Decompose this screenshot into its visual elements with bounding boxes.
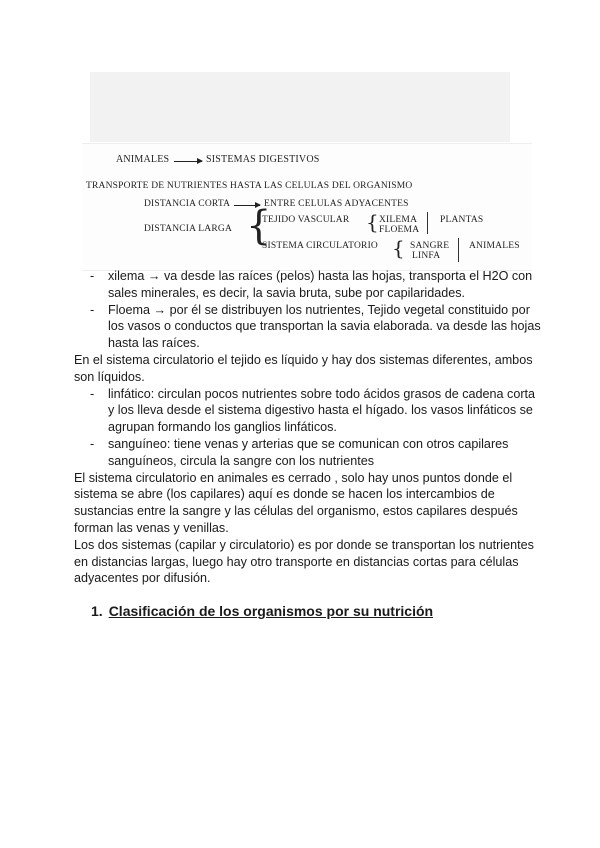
brace-icon: {	[366, 210, 379, 234]
diagram-distancia-larga: DISTANCIA LARGA	[144, 224, 233, 234]
diagram-animales: ANIMALES	[116, 154, 170, 165]
diagram-animales-right: ANIMALES	[469, 241, 520, 251]
bullet-linfatico: linfático: circulan pocos nutrientes sobre todo ácidos grasos de cadena corta y los lleva desde el sistema digestivo hasta el hígado. los vasos linfáticos se agrupan formando los ganglios linfáticos.	[108, 386, 536, 435]
paragraph-cerrado: El sistema circulatorio en animales es cerrado , solo hay unos puntos donde el sistema se abre (los capilares) aquí es donde se hacen los intercambios de sustancias entre la sangre y las células del organismo, estos capilares después forman las venas y venillas.	[74, 470, 518, 535]
heading-number: 1.	[91, 603, 103, 619]
bullet-floema: Floema → por él se distribuyen los nutrientes, Tejido vegetal constituido por los vasos o conductos que transportan la savia elaborada. va desde las hojas hasta las raíces.	[108, 302, 541, 351]
arrow-icon	[174, 161, 202, 162]
bullet-dash: -	[90, 269, 95, 283]
diagram-plantas: PLANTAS	[440, 215, 484, 225]
divider	[427, 212, 428, 234]
list-item	[74, 386, 544, 436]
list-item	[74, 268, 544, 302]
diagram-distancia-corta: DISTANCIA CORTA	[144, 199, 231, 209]
diagram-sistemas-digestivos: SISTEMAS DIGESTIVOS	[206, 154, 320, 165]
bullet-sanguineo: sanguíneo: tiene venas y arterias que se comunican con otros capilares sanguíneos, circula la sangre con los nutrientes	[108, 436, 509, 468]
paragraph-dos-sistemas: Los dos sistemas (capilar y circulatorio) es por donde se transportan los nutrientes en distancias largas, luego hay otro transporte en distancias cortas para células adyacentes por difusión.	[74, 537, 534, 586]
bullet-dash: -	[90, 302, 95, 317]
list-item	[74, 302, 544, 352]
list-item	[74, 436, 544, 470]
diagram-floema: FLOEMA	[379, 225, 420, 235]
bullet-xilema: xilema → va desde las raíces (pelos) hasta las hojas, transporta el H2O con sales minerales, es decir, la savia bruta, sube por capilaridades.	[108, 269, 533, 300]
diagram-tejido-vascular: TEJIDO VASCULAR	[262, 215, 350, 225]
divider	[458, 238, 459, 262]
heading-title: Clasificación de los organismos por su nutrición	[108, 603, 434, 619]
bullet-dash: -	[90, 436, 95, 451]
bullet-dash: -	[90, 386, 95, 401]
blank-image-placeholder	[90, 72, 510, 142]
diagram-entre-celulas: ENTRE CELULAS ADYACENTES	[264, 199, 409, 209]
diagram-sangre: SANGRE	[410, 241, 450, 251]
transport-diagram	[82, 143, 532, 271]
paragraph-sistema: En el sistema circulatorio el tejido es líquido y hay dos sistemas diferentes, ambos son líquidos.	[74, 352, 533, 384]
diagram-xilema: XILEMA	[379, 215, 418, 225]
diagram-linfa: LINFA	[412, 251, 441, 261]
brace-icon: {	[246, 203, 272, 249]
section-heading	[91, 603, 433, 619]
diagram-transporte: TRANSPORTE DE NUTRIENTES HASTA LAS CELULAS DEL ORGANISMO	[86, 181, 413, 191]
brace-icon: {	[392, 236, 405, 260]
body-text	[74, 268, 544, 587]
diagram-sistema-circulatorio: SISTEMA CIRCULATORIO	[262, 241, 378, 251]
